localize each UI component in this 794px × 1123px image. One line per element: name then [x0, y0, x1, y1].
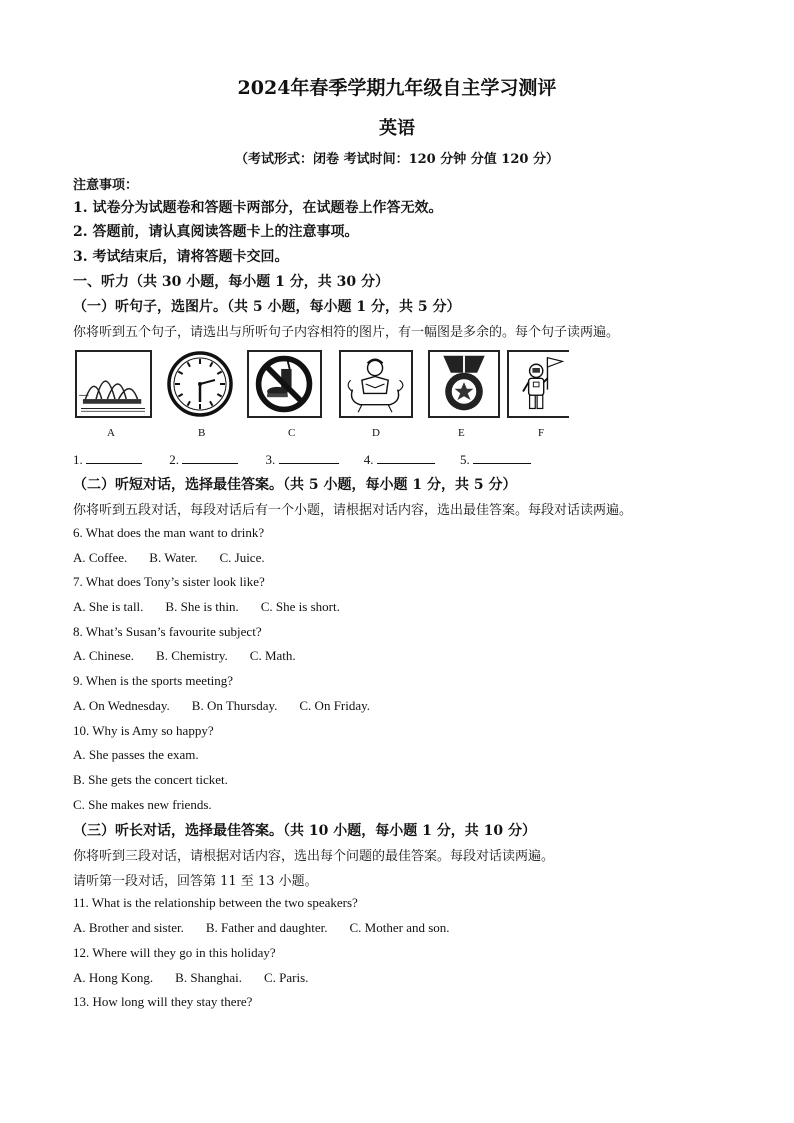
part2-instruction: 你将听到五段对话，每段对话后有一个小题，请根据对话内容，选出最佳答案。每段对话读两遍。 [73, 503, 633, 518]
picture-label: A [107, 427, 115, 439]
option-a[interactable]: A. Brother and sister. [73, 920, 184, 935]
option-a[interactable]: A. Coffee. [73, 550, 128, 565]
option-a[interactable]: A. She is tall. [73, 599, 144, 614]
option-b[interactable]: B. Water. [149, 550, 198, 565]
exam-info: （考试形式：闭卷 考试时间：120 分钟 分值 120 分） [235, 152, 559, 167]
option-c[interactable]: C. Mother and son. [349, 920, 450, 935]
picture-d [339, 350, 413, 418]
options-row [73, 648, 318, 664]
answer-blank[interactable] [377, 451, 435, 464]
clock-icon [165, 350, 235, 418]
option-b[interactable]: B. She is thin. [165, 599, 239, 614]
question: 11. What is the relationship between the two speakers? [73, 895, 358, 910]
part2-title: （二）听短对话，选择最佳答案。（共 5 小题，每小题 1 分，共 5 分） [73, 477, 517, 493]
option-c[interactable]: C. She makes new friends. [73, 797, 212, 812]
answer-blank[interactable] [86, 451, 142, 464]
notes-heading: 注意事项： [73, 178, 139, 193]
question: 9. When is the sports meeting? [73, 673, 234, 688]
option-a[interactable]: A. Chinese. [73, 648, 135, 663]
options-row [73, 550, 287, 566]
picture-b [165, 350, 235, 418]
picture-label: D [372, 427, 380, 439]
question: 7. What does Tony’s sister look like? [73, 574, 265, 589]
part1-title: （一）听句子，选图片。（共 5 小题，每小题 1 分，共 5 分） [73, 299, 461, 315]
picture-label: E [458, 427, 465, 439]
option-c[interactable]: C. Math. [249, 648, 296, 663]
picture-c [247, 350, 322, 418]
section-title: 一、听力（共 30 小题，每小题 1 分，共 30 分） [73, 274, 389, 290]
picture-a [75, 350, 152, 418]
options-row [73, 698, 392, 714]
option-b[interactable]: B. She gets the concert ticket. [73, 772, 228, 787]
answer-blank[interactable] [473, 451, 531, 464]
option-c[interactable]: C. Paris. [263, 970, 309, 985]
astronaut-icon [509, 352, 569, 416]
exam-title: 2024年春季学期九年级自主学习测评 [237, 77, 557, 99]
picture-e [428, 350, 500, 418]
option-b[interactable]: B. Father and daughter. [205, 920, 328, 935]
option-b[interactable]: B. On Thursday. [191, 698, 278, 713]
picture-label: B [198, 427, 206, 439]
answer-blank[interactable] [182, 451, 238, 464]
blank-number: 4. [363, 452, 374, 467]
option-b[interactable]: B. Chemistry. [156, 648, 228, 663]
option-a[interactable]: A. She passes the exam. [73, 747, 199, 762]
question: 13. How long will they stay there? [73, 994, 253, 1009]
question: 6. What does the man want to drink? [73, 525, 265, 540]
question: 8. What’s Susan’s favourite subject? [73, 624, 262, 639]
picture-f [507, 350, 569, 418]
blank-number: 1. [73, 452, 83, 467]
no-fast-food-icon [249, 352, 320, 416]
note-item: 3. 考试结束后，请将答题卡交回。 [73, 249, 289, 265]
options-row [73, 970, 330, 986]
blank-number: 2. [169, 452, 179, 467]
option-c[interactable]: C. She is short. [260, 599, 340, 614]
opera-house-icon [77, 352, 150, 416]
answer-blank[interactable] [279, 451, 339, 464]
note-item: 1. 试卷分为试题卷和答题卡两部分，在试题卷上作答无效。 [73, 200, 443, 216]
option-c[interactable]: C. On Friday. [299, 698, 371, 713]
note-item: 2. 答题前，请认真阅读答题卡上的注意事项。 [73, 224, 359, 240]
part1-instruction: 你将听到五个句子，请选出与所听句子内容相符的图片，有一幅图是多余的。每个句子读两遍。 [73, 325, 620, 340]
option-c[interactable]: C. Juice. [219, 550, 265, 565]
part3-instruction: 你将听到三段对话，请根据对话内容，选出每个问题的最佳答案。每段对话读两遍。 [73, 849, 555, 864]
picture-label: C [288, 427, 296, 439]
answer-blank-row [73, 451, 531, 468]
option-b[interactable]: B. Shanghai. [175, 970, 242, 985]
blank-number: 3. [265, 452, 276, 467]
picture-label: F [538, 427, 545, 439]
medal-icon [430, 352, 498, 416]
option-a[interactable]: A. On Wednesday. [73, 698, 170, 713]
part3-sub-instruction: 请听第一段对话，回答第 11 至 13 小题。 [73, 874, 318, 889]
option-a[interactable]: A. Hong Kong. [73, 970, 154, 985]
question: 10. Why is Amy so happy? [73, 723, 214, 738]
kid-reading-icon [341, 352, 411, 416]
subject-title: 英语 [379, 118, 415, 139]
blank-number: 5. [460, 452, 470, 467]
part3-title: （三）听长对话，选择最佳答案。（共 10 小题，每小题 1 分，共 10 分） [73, 823, 536, 839]
options-row [73, 599, 362, 615]
options-row [73, 920, 472, 936]
question: 12. Where will they go in this holiday? [73, 945, 276, 960]
